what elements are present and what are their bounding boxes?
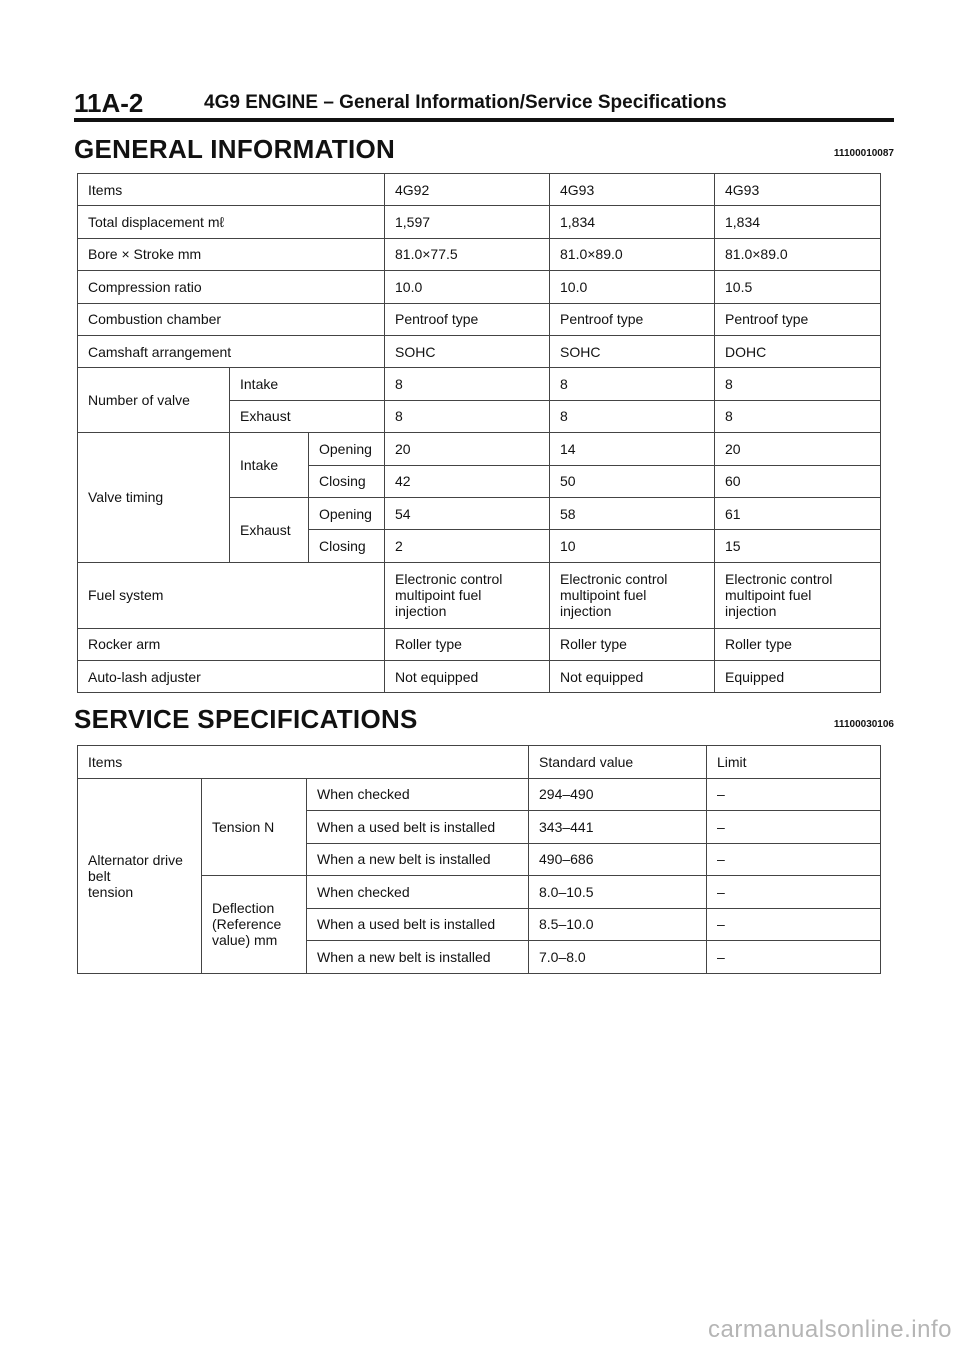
cell: 81.0×89.0: [550, 238, 715, 270]
cell: Pentroof type: [715, 303, 881, 335]
cell: 8: [550, 368, 715, 400]
row-label: Total displacement mℓ: [78, 206, 385, 238]
cell: 1,597: [385, 206, 550, 238]
cell: –: [707, 811, 881, 844]
table-row: [78, 628, 881, 660]
row-label: Combustion chamber: [78, 303, 385, 335]
cell: 343–441: [529, 811, 707, 844]
cell: 10.0: [385, 271, 550, 303]
cell: 7.0–8.0: [529, 941, 707, 974]
cell: 54: [385, 497, 550, 529]
cell: 20: [715, 433, 881, 465]
table-row: [78, 746, 881, 779]
cell: 14: [550, 433, 715, 465]
sub-label: Intake: [230, 368, 385, 400]
page-header: [74, 88, 886, 118]
cell: –: [707, 941, 881, 974]
table-row: [78, 206, 881, 238]
row-label: Camshaft arrangement: [78, 335, 385, 367]
sub-label: Closing: [309, 530, 385, 562]
cell: 20: [385, 433, 550, 465]
cell: Electronic control multipoint fuel injection: [550, 562, 715, 628]
cell: Electronic control multipoint fuel injection: [385, 562, 550, 628]
condition-label: When a used belt is installed: [307, 908, 529, 941]
row-label: Rocker arm: [78, 628, 385, 660]
cell: Roller type: [715, 628, 881, 660]
cell: 61: [715, 497, 881, 529]
page-title: 4G9 ENGINE – General Information/Service Specifications: [204, 92, 727, 113]
cell: 8.0–10.5: [529, 876, 707, 909]
col-header: Standard value: [529, 746, 707, 779]
sub-label: Opening: [309, 433, 385, 465]
table-row: [78, 271, 881, 303]
cell: 490–686: [529, 843, 707, 876]
cell: Roller type: [385, 628, 550, 660]
cell: 8.5–10.0: [529, 908, 707, 941]
table-row: [78, 174, 881, 206]
cell: Equipped: [715, 661, 881, 693]
items-header: Items: [78, 174, 385, 206]
sub-label: Deflection (Reference value) mm: [202, 876, 307, 974]
sub-label: Opening: [309, 497, 385, 529]
cell: 8: [715, 368, 881, 400]
cell: 42: [385, 465, 550, 497]
cell: 81.0×89.0: [715, 238, 881, 270]
service-specifications-table: [77, 745, 881, 974]
cell: 10.0: [550, 271, 715, 303]
cell: Pentroof type: [550, 303, 715, 335]
cell: 50: [550, 465, 715, 497]
cell: –: [707, 908, 881, 941]
condition-label: When a used belt is installed: [307, 811, 529, 844]
cell: –: [707, 843, 881, 876]
sub-label: Closing: [309, 465, 385, 497]
table-row: [78, 778, 881, 811]
condition-label: When a new belt is installed: [307, 941, 529, 974]
table-row: [78, 433, 881, 465]
cell: SOHC: [385, 335, 550, 367]
sub-label: Intake: [230, 433, 309, 498]
cell: 8: [550, 400, 715, 432]
cell: 8: [385, 400, 550, 432]
table-row: [78, 303, 881, 335]
service-specifications-heading: SERVICE SPECIFICATIONS: [74, 704, 418, 734]
cell: 15: [715, 530, 881, 562]
cell: Pentroof type: [385, 303, 550, 335]
cell: Not equipped: [385, 661, 550, 693]
cell: 294–490: [529, 778, 707, 811]
cell: –: [707, 876, 881, 909]
row-label: Auto-lash adjuster: [78, 661, 385, 693]
row-label: Bore × Stroke mm: [78, 238, 385, 270]
cell: DOHC: [715, 335, 881, 367]
cell: 81.0×77.5: [385, 238, 550, 270]
col-header: 4G92: [385, 174, 550, 206]
condition-label: When a new belt is installed: [307, 843, 529, 876]
cell: Roller type: [550, 628, 715, 660]
sub-label: Exhaust: [230, 497, 309, 562]
cell: 10.5: [715, 271, 881, 303]
cell: Electronic control multipoint fuel injection: [715, 562, 881, 628]
items-header: Items: [78, 746, 529, 779]
row-label: Fuel system: [78, 562, 385, 628]
cell: 8: [715, 400, 881, 432]
table-row: [78, 335, 881, 367]
table-row: [78, 238, 881, 270]
table-row: [78, 661, 881, 693]
sub-label: Exhaust: [230, 400, 385, 432]
cell: 2: [385, 530, 550, 562]
cell: 1,834: [550, 206, 715, 238]
row-label: Valve timing: [78, 433, 230, 563]
row-label: Number of valve: [78, 368, 230, 433]
row-label: Alternator drive belt tension: [78, 778, 202, 973]
general-information-table: [77, 173, 881, 693]
service-specifications-code: 11100030106: [833, 719, 894, 730]
cell: 8: [385, 368, 550, 400]
cell: –: [707, 778, 881, 811]
row-label: Compression ratio: [78, 271, 385, 303]
col-header: Limit: [707, 746, 881, 779]
cell: 58: [550, 497, 715, 529]
cell: Not equipped: [550, 661, 715, 693]
watermark: carmanualsonline.info: [708, 1316, 952, 1343]
condition-label: When checked: [307, 876, 529, 909]
sub-label: Tension N: [202, 778, 307, 876]
header-rule: [74, 118, 894, 122]
table-row: [78, 562, 881, 628]
cell: 1,834: [715, 206, 881, 238]
page-number: 11A-2: [74, 88, 144, 118]
table-row: [78, 368, 881, 400]
col-header: 4G93: [715, 174, 881, 206]
cell: 60: [715, 465, 881, 497]
general-information-heading: GENERAL INFORMATION: [74, 134, 396, 164]
cell: SOHC: [550, 335, 715, 367]
condition-label: When checked: [307, 778, 529, 811]
col-header: 4G93: [550, 174, 715, 206]
cell: 10: [550, 530, 715, 562]
general-information-code: 11100010087: [833, 148, 894, 159]
